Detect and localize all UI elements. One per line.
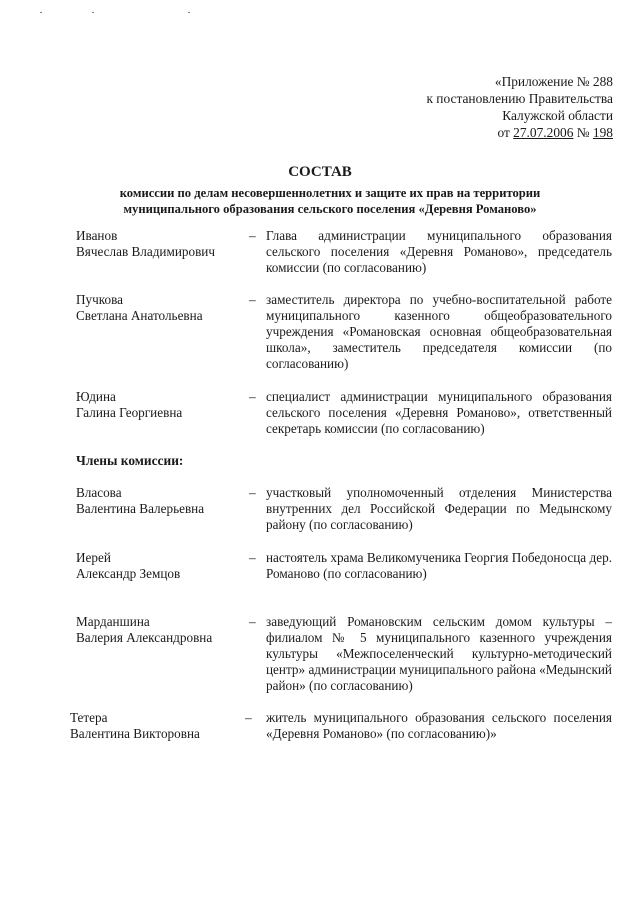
annex-region: Калужской области: [502, 108, 613, 123]
person-given-names: Галина Георгиевна: [76, 405, 183, 420]
dash: –: [249, 550, 256, 565]
annex-number-sign: №: [573, 125, 593, 140]
person-name: [76, 550, 236, 582]
members-heading: Члены комиссии:: [76, 453, 184, 468]
person-surname: Юдина: [76, 389, 116, 404]
person-surname: Власова: [76, 485, 122, 500]
subtitle-line-2: муниципального образования сельского поселения «Деревня Романово»: [123, 202, 537, 216]
annex-date-prefix: от: [497, 125, 514, 140]
annex-date-line: [293, 124, 613, 141]
scan-speck: [92, 12, 94, 13]
person-given-names: Вячеслав Владимирович: [76, 244, 215, 259]
dash: –: [249, 228, 256, 243]
annex-header: [293, 73, 613, 141]
person-name: [76, 292, 236, 324]
person-role: заместитель директора по учебно-воспитательной работе муниципального казенного общеобразовательного учреждения «Романовская основная общеобразовательная школа», заместитель председателя комиссии (по согласованию): [266, 292, 612, 371]
annex-resolution: к постановлению Правительства: [426, 91, 613, 106]
scan-speck: [188, 12, 190, 13]
person-surname: Иванов: [76, 228, 118, 243]
annex-number: «Приложение № 288: [494, 74, 613, 89]
document-title: СОСТАВ: [288, 164, 352, 180]
document-subtitle: [60, 185, 600, 217]
dash: –: [249, 485, 256, 500]
person-name: [70, 710, 230, 742]
person-surname: Иерей: [76, 550, 111, 565]
dash: –: [245, 710, 252, 725]
person-surname: Тетера: [70, 710, 108, 725]
person-name: [76, 228, 236, 260]
person-surname: Пучкова: [76, 292, 123, 307]
person-given-names: Валентина Валерьевна: [76, 501, 205, 516]
person-role: Глава администрации муниципального образования сельского поселения «Деревня Романово», председатель комиссии (по согласованию): [266, 228, 612, 275]
scan-speck: [40, 12, 42, 13]
dash: –: [249, 614, 256, 629]
person-role: заведующий Романовским сельским домом культуры – филиалом № 5 муниципального казенного учреждения культуры «Межпоселенческий культурно-методический центр» администрации муниципального района «Медынский район» (по согласованию): [266, 614, 612, 693]
person-given-names: Валентина Викторовна: [70, 726, 200, 741]
annex-date: 27.07.2006: [513, 125, 574, 140]
person-name: [76, 389, 236, 421]
person-name: [76, 614, 236, 646]
person-name: [76, 485, 236, 517]
person-role: житель муниципального образования сельского поселения «Деревня Романово» (по согласованию)»: [266, 710, 612, 741]
annex-resolution-number: 198: [592, 125, 613, 140]
person-role: специалист администрации муниципального образования сельского поселения «Деревня Романово», ответственный секретарь комиссии (по согласованию): [266, 389, 612, 436]
person-role: участковый уполномоченный отделения Министерства внутренних дел Российской Федерации по Медынскому району (по согласованию): [266, 485, 612, 532]
person-role: настоятель храма Великомученика Георгия Победоносца дер. Романово (по согласованию): [266, 550, 612, 581]
person-surname: Марданшина: [76, 614, 150, 629]
person-given-names: Валерия Александровна: [76, 630, 213, 645]
dash: –: [249, 389, 256, 404]
person-given-names: Александр Земцов: [76, 566, 181, 581]
subtitle-line-1: комиссии по делам несовершеннолетних и защите их прав на территории: [119, 186, 541, 200]
person-given-names: Светлана Анатольевна: [76, 308, 203, 323]
dash: –: [249, 292, 256, 307]
